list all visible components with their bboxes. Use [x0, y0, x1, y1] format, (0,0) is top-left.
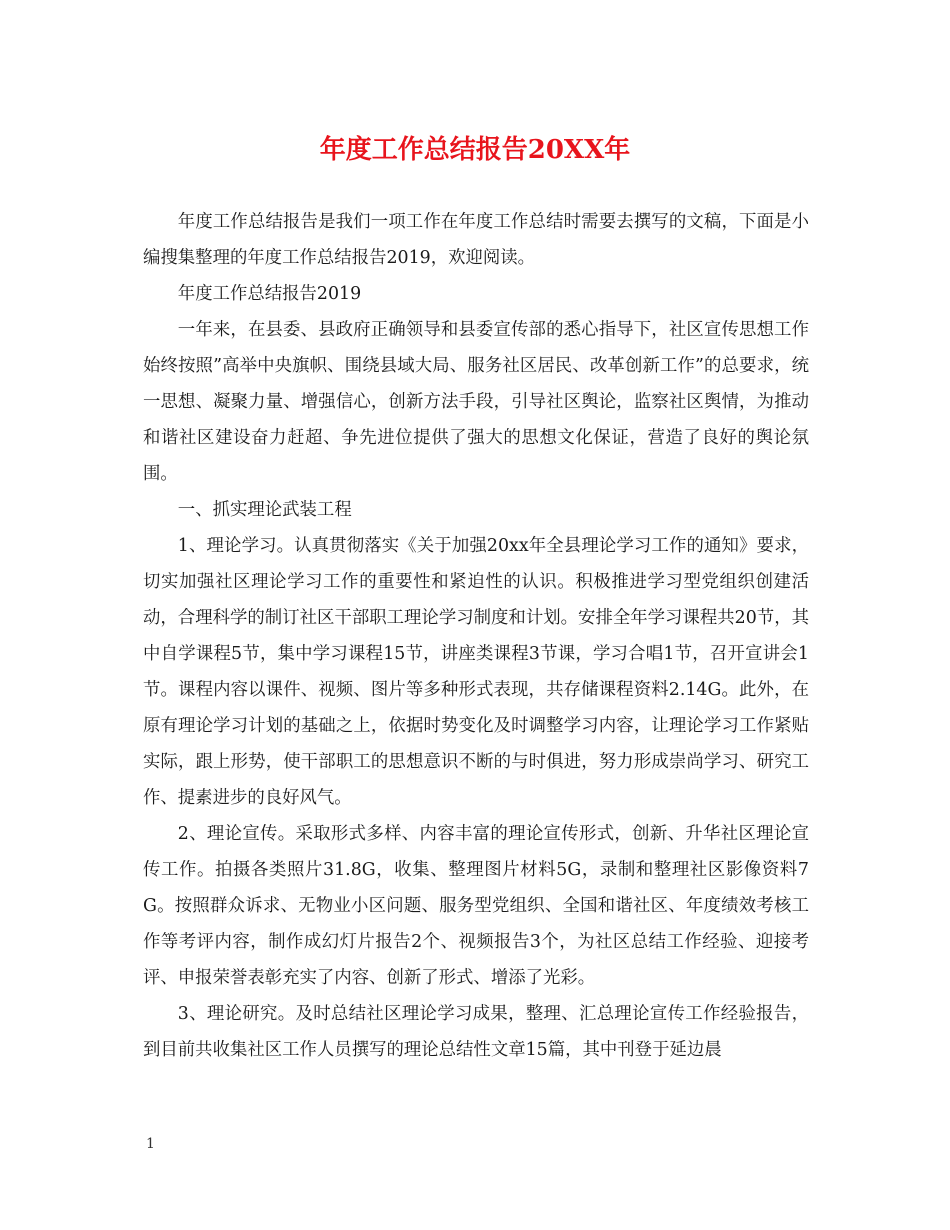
- paragraph-intro: 年度工作总结报告是我们一项工作在年度工作总结时需要去撰写的文稿，下面是小编搜集整理的年度工作总结报告2019，欢迎阅读。: [143, 212, 809, 268]
- page-number: 1: [146, 1136, 155, 1152]
- paragraph-subtitle: 年度工作总结报告2019: [177, 284, 362, 304]
- section-heading-1: 一、抓实理论武装工程: [177, 500, 352, 520]
- paragraph-theory-research: 3、理论研究。及时总结社区理论学习成果，整理、汇总理论宣传工作经验报告，到目前共收集社区工作人员撰写的理论总结性文章15篇，其中刊登于延边晨: [143, 1004, 809, 1060]
- paragraph-theory-study: 1、理论学习。认真贯彻落实《关于加强20xx年全县理论学习工作的通知》要求，切实加强社区理论学习工作的重要性和紧迫性的认识。积极推进学习型党组织创建活动，合理科学的制订社区干部职工理论学习制度和计划。安排全年学习课程共20节，其中自学课程5节，集中学习课程15节，讲座类课程3节课，学习合唱1节，召开宣讲会1节。课程内容以课件、视频、图片等多种形式表现，共存储课程资料2.14G。此外，在原有理论学习计划的基础之上，依据时势变化及时调整学习内容，让理论学习工作紧贴实际，跟上形势，使干部职工的思想意识不断的与时俱进，努力形成崇尚学习、研究工作、提素进步的良好风气。: [143, 536, 809, 808]
- document-title: 年度工作总结报告20XX年: [319, 135, 631, 165]
- paragraph-theory-promotion: 2、理论宣传。采取形式多样、内容丰富的理论宣传形式，创新、升华社区理论宣传工作。拍摄各类照片31.8G，收集、整理图片材料5G，录制和整理社区影像资料7G。按照群众诉求、无物业小区问题、服务型党组织、全国和谐社区、年度绩效考核工作等考评内容，制作成幻灯片报告2个、视频报告3个，为社区总结工作经验、迎接考评、申报荣誉表彰充实了内容、创新了形式、增添了光彩。: [143, 824, 809, 988]
- paragraph-overview: 一年来，在县委、县政府正确领导和县委宣传部的悉心指导下，社区宣传思想工作始终按照”高举中央旗帜、围绕县域大局、服务社区居民、改革创新工作”的总要求，统一思想、凝聚力量、增强信心，创新方法手段，引导社区舆论，监察社区舆情，为推动和谐社区建设奋力赶超、争先进位提供了强大的思想文化保证，营造了良好的舆论氛围。: [143, 320, 809, 484]
- document-body: [143, 204, 809, 1068]
